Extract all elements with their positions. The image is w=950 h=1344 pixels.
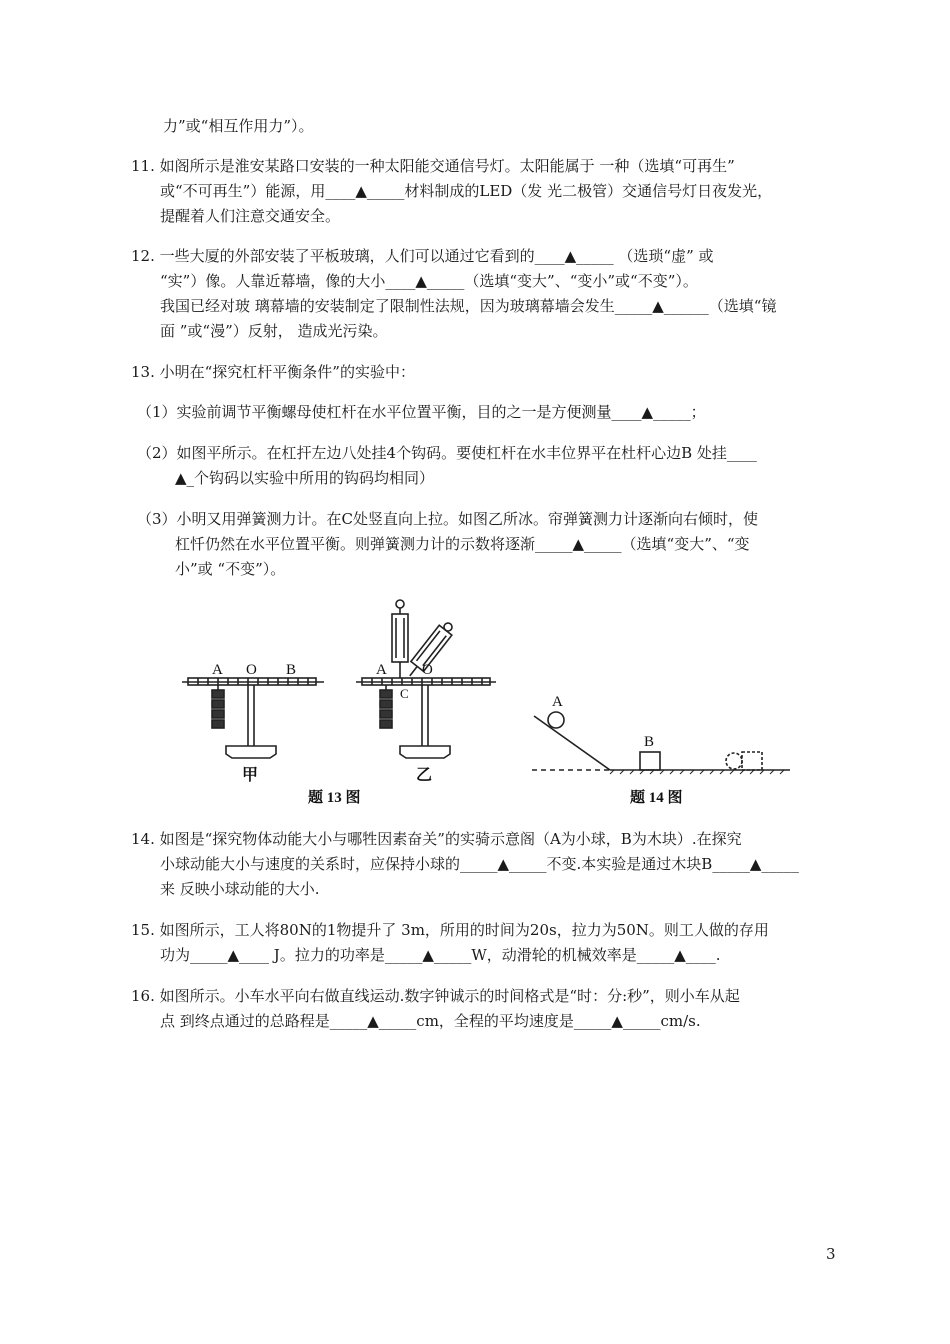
lever-diagram-yi	[356, 600, 496, 758]
question-12-line-2: “实”）像。人靠近幕墙，像的大小____▲_____（选填“变大”、“变小”或“不变”）。	[160, 272, 698, 290]
question-13-part-2-line-2: ▲_个钩码以实验中所用的钩码均相同）	[175, 469, 435, 487]
question-13-title: 13. 小明在“探究杠杆平衡条件”的实验中：	[131, 363, 415, 381]
fig14-caption: 题 14 图	[630, 790, 683, 806]
fig13-label-a: A	[212, 662, 223, 678]
text-line-1: 力”或“相互作用力”）。	[163, 117, 314, 135]
question-14-line-3: 来 反映小球动能的大小.	[160, 880, 320, 898]
fig13-label-o: O	[246, 662, 257, 678]
question-13-part-3-line-1: （3）小明又用弹簧测力计。在C处竖直向上拉。如图乙所冰。帘弹簧测力计逐渐向右倾时，使	[137, 510, 759, 528]
fig13-label-b: B	[286, 662, 297, 678]
question-12-line-1: 12. 一些大厦的外部安装了平板玻璃，人们可以通过它看到的____▲_____ （选琐“虚” 或	[131, 247, 714, 265]
question-15-line-2: 功为_____▲____ J。拉力的功率是_____▲_____W，动滑轮的机械效率是_____▲____.	[160, 946, 721, 964]
question-14-line-2: 小球动能大小与速度的关系时，应保持小球的_____▲_____不变.本实验是通过木块B_____▲_____	[160, 855, 799, 873]
question-16-line-1: 16. 如图所示。小车水平向右做直线运动.数字钟诚示的时间格式是“时：分:秒”，则小车从起	[131, 987, 740, 1005]
fig13-yi-label-a: A	[376, 662, 387, 678]
question-11-line-1: 11. 如阁所示是淮安某路口安装的一种太阳能交通信号灯。太阳能属于 一种（选填“可再生”	[131, 157, 735, 175]
question-13-part-3-line-3: 小”或 “不变”）。	[175, 560, 286, 578]
question-12-line-3: 我国已经对玻 璃幕墙的安装制定了限制性法规，因为玻璃幕墙会发生_____▲______（选填“镜	[160, 297, 777, 315]
question-11-line-2: 或“不可再生”）能源，用____▲_____材料制成的LED（发 光二极管）交通信号灯日夜发光，	[160, 182, 773, 200]
fig13-yi-label-o: O	[422, 662, 433, 678]
fig14-label-b: B	[644, 734, 655, 750]
question-16-line-2: 点 到终点通过的总路程是_____▲_____cm，全程的平均速度是_____▲_____cm/s.	[160, 1012, 701, 1030]
fig13-yi-label-c: C	[400, 686, 409, 701]
question-15-line-1: 15. 如图所示，工人将80N的1物提升了 3m，所用的时间为20s，拉力为50N。则工人做的存用	[131, 921, 769, 939]
ball-a	[548, 712, 564, 728]
question-12-line-4: 面 ”或“漫”）反射， 造成光污染。	[160, 322, 388, 340]
question-14-line-1: 14. 如图是“探究物体动能大小与哪牲因素奋关”的实骑示意阁（A为小球，B为木块）.在探究	[131, 830, 742, 848]
figure-13	[178, 598, 498, 810]
block-b	[640, 752, 660, 770]
question-13-part-2-line-1: （2）如图平所示。在杠扞左边八处挂4个钩码。要使杠杆在水丰位界平在杜杆心边B 处挂____	[137, 444, 757, 462]
question-13-part-3-line-2: 杠忏仍然在水平位置平衡。则弹簧测力计的示数将逐渐_____▲_____（选填“变大”、“变	[175, 535, 750, 553]
question-11-line-3: 提醒着人们注意交通安全。	[160, 207, 341, 225]
lever-diagram-jia	[182, 678, 324, 758]
page-number: 3	[826, 1245, 836, 1263]
fig13-caption: 题 13 图	[308, 790, 361, 806]
fig13-sub-yi: 乙	[416, 767, 433, 784]
question-13-part-1: （1）实验前调节平衡螺母使杠杆在水平位置平衡，目的之一是方便测量____▲_____；	[137, 403, 706, 421]
fig13-sub-jia: 甲	[242, 767, 259, 784]
figure-14	[530, 690, 792, 812]
fig14-label-a: A	[552, 694, 563, 710]
